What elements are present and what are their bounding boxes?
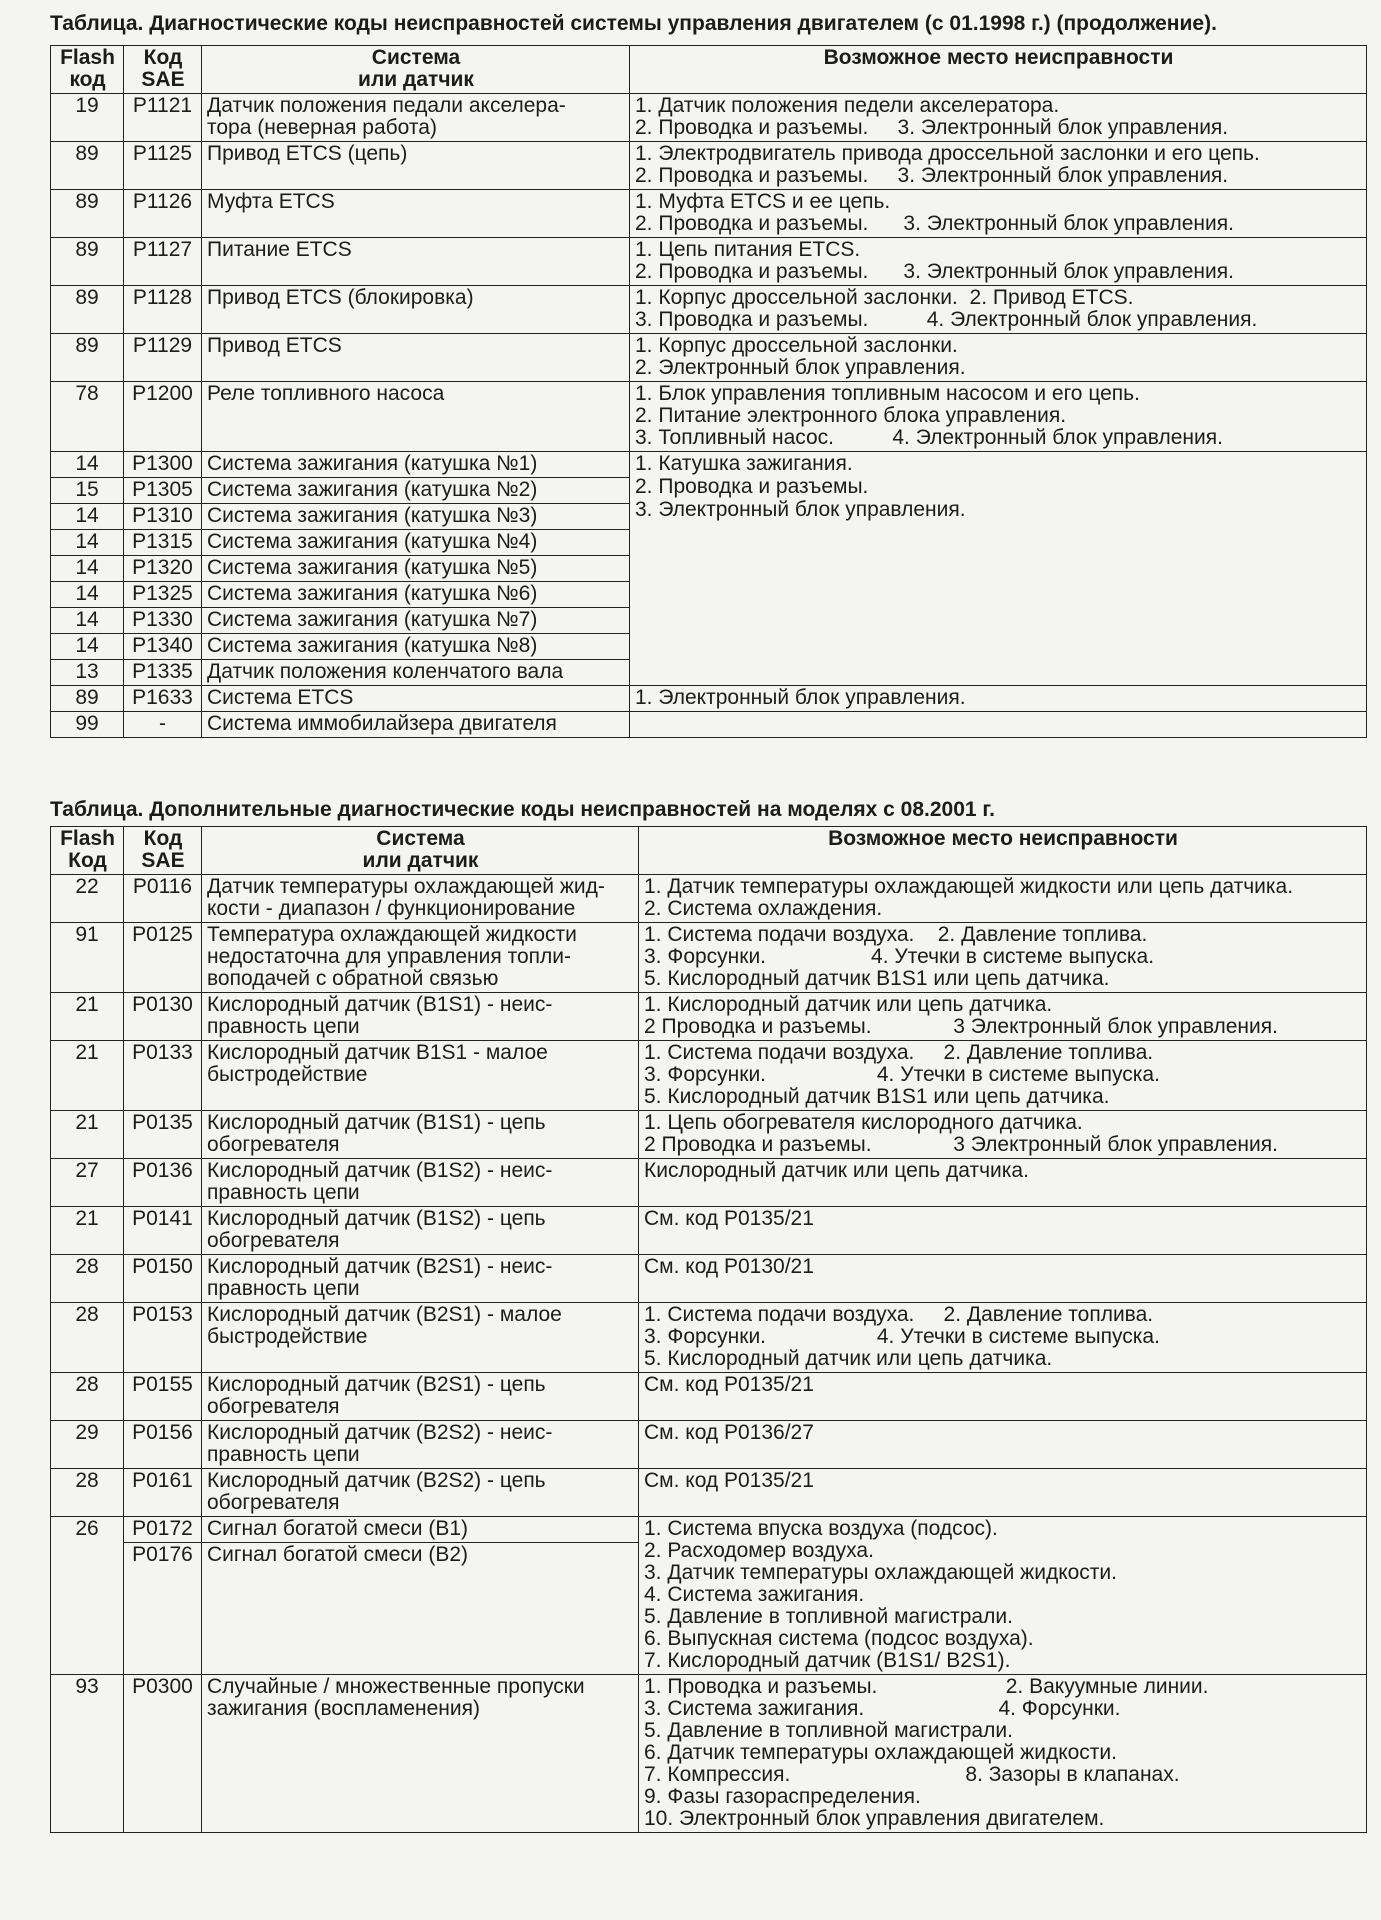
fault-location-line: 3. Система зажигания. 4. Форсунки.	[644, 1697, 1121, 1720]
sae-code-cell: P0116	[124, 875, 202, 923]
flash-code-cell: 29	[51, 1421, 124, 1469]
fault-location-cell	[630, 190, 1367, 238]
sae-code-cell: P0300	[124, 1675, 202, 1833]
flash-code-cell: 89	[51, 686, 124, 712]
fault-location-line: 2. Расходомер воздуха.	[644, 1539, 874, 1562]
fault-location-line: См. код P0135/21	[644, 1373, 814, 1396]
fault-location-line: 5. Кислородный датчик B1S1 или цепь датчика.	[644, 1085, 1110, 1108]
fault-location-line: 1. Цепь питания ETCS.	[635, 238, 861, 261]
sae-code-cell: P1121	[124, 94, 202, 142]
system-cell: Кислородный датчик (B1S1) - неис- правность цепи	[202, 993, 639, 1041]
flash-code-cell: 93	[51, 1675, 124, 1833]
system-cell: Система зажигания (катушка №8)	[202, 634, 630, 660]
system-cell: Кислородный датчик (B1S1) - цепь обогревателя	[202, 1111, 639, 1159]
table-header-row	[51, 46, 1367, 94]
table-row	[51, 1159, 1367, 1207]
fault-location-line: 3. Проводка и разъемы. 4. Электронный блок управления.	[635, 308, 1258, 331]
dtc-table-1998	[50, 45, 1367, 738]
system-cell: Кислородный датчик (B2S2) - цепь обогревателя	[202, 1469, 639, 1517]
fault-location-cell	[639, 1207, 1367, 1255]
sae-code-cell: P1330	[124, 608, 202, 634]
table-row	[51, 1255, 1367, 1303]
table-row	[51, 238, 1367, 286]
fault-location-line: См. код P0135/21	[644, 1469, 814, 1492]
sae-code-cell: P1125	[124, 142, 202, 190]
system-cell: Реле топливного насоса	[202, 382, 630, 452]
fault-location-cell	[630, 238, 1367, 286]
sae-code-cell: P1300	[124, 452, 202, 478]
system-cell: Система зажигания (катушка №6)	[202, 582, 630, 608]
system-cell: Случайные / множественные пропуски зажигания (воспламенения)	[202, 1675, 639, 1833]
system-cell: Привод ETCS (блокировка)	[202, 286, 630, 334]
fault-location-line: 3. Форсунки. 4. Утечки в системе выпуска.	[644, 945, 1155, 968]
flash-code-cell: 89	[51, 334, 124, 382]
sae-code-cell: P0176	[124, 1543, 202, 1675]
sae-code-cell: P1320	[124, 556, 202, 582]
system-cell: Система зажигания (катушка №4)	[202, 530, 630, 556]
fault-location-line: 7. Компрессия. 8. Зазоры в клапанах.	[644, 1763, 1180, 1786]
sae-code-cell: -	[124, 712, 202, 738]
system-cell: Кислородный датчик (B2S1) - малое быстродействие	[202, 1303, 639, 1373]
sae-code-cell: P1305	[124, 478, 202, 504]
table-row	[51, 190, 1367, 238]
flash-code-cell: 91	[51, 923, 124, 993]
fault-location-cell	[639, 993, 1367, 1041]
fault-location-line: 2. Проводка и разъемы. 3. Электронный блок управления.	[635, 164, 1229, 187]
fault-location-line: 3. Электронный блок управления.	[635, 498, 966, 521]
fault-location-cell	[639, 1111, 1367, 1159]
fault-location-cell	[639, 1159, 1367, 1207]
table-row	[51, 875, 1367, 923]
fault-location-line: 1. Электродвигатель привода дроссельной заслонки и его цепь.	[635, 142, 1260, 165]
fault-location-line: 5. Кислородный датчик B1S1 или цепь датчика.	[644, 967, 1110, 990]
sae-code-cell: P1633	[124, 686, 202, 712]
fault-location-line: 3. Датчик температуры охлаждающей жидкости.	[644, 1561, 1117, 1584]
header-system: Система или датчик	[202, 46, 630, 94]
fault-location-line: 2. Система охлаждения.	[644, 897, 883, 920]
flash-code-cell: 27	[51, 1159, 124, 1207]
fault-location-line: 10. Электронный блок управления двигателем.	[644, 1807, 1105, 1830]
fault-location-line: 6. Выпускная система (подсос воздуха).	[644, 1627, 1034, 1650]
flash-code-cell: 28	[51, 1373, 124, 1421]
fault-location-line: См. код P0130/21	[644, 1255, 814, 1278]
flash-code-cell: 89	[51, 286, 124, 334]
sae-code-cell: P0172	[124, 1517, 202, 1543]
fault-location-line: 1. Катушка зажигания.	[635, 452, 853, 475]
fault-location-line: 2. Электронный блок управления.	[635, 356, 966, 379]
sae-code-cell: P1310	[124, 504, 202, 530]
sae-code-cell: P1315	[124, 530, 202, 556]
fault-location-line: 7. Кислородный датчик (B1S1/ B2S1).	[644, 1649, 1011, 1672]
system-cell: Датчик положения педали акселера- тора (неверная работа)	[202, 94, 630, 142]
system-cell: Датчик положения коленчатого вала	[202, 660, 630, 686]
fault-location-cell	[630, 94, 1367, 142]
sae-code-cell: P0150	[124, 1255, 202, 1303]
sae-code-cell: P0125	[124, 923, 202, 993]
fault-location-cell	[639, 1469, 1367, 1517]
system-cell: Муфта ETCS	[202, 190, 630, 238]
fault-location-line: 5. Давление в топливной магистрали.	[644, 1605, 1013, 1628]
flash-code-cell: 89	[51, 238, 124, 286]
fault-location-line: 3. Топливный насос. 4. Электронный блок управления.	[635, 426, 1223, 449]
table-row	[51, 382, 1367, 452]
fault-location-line: 2. Питание электронного блока управления.	[635, 404, 1067, 427]
fault-location-cell	[639, 875, 1367, 923]
table1-body	[51, 94, 1367, 738]
fault-location-cell	[630, 286, 1367, 334]
sae-code-cell: P0153	[124, 1303, 202, 1373]
system-cell: Кислородный датчик (B2S1) - неис- правность цепи	[202, 1255, 639, 1303]
header-flash-code: Flash Код	[51, 827, 124, 875]
table-row	[51, 142, 1367, 190]
system-cell: Кислородный датчик (B1S2) - неис- правность цепи	[202, 1159, 639, 1207]
table-row	[51, 1517, 1367, 1543]
flash-code-cell: 21	[51, 1111, 124, 1159]
system-cell: Кислородный датчик (B2S1) - цепь обогревателя	[202, 1373, 639, 1421]
flash-code-cell: 22	[51, 875, 124, 923]
sae-code-cell: P1128	[124, 286, 202, 334]
fault-location-cell	[639, 1255, 1367, 1303]
flash-code-cell: 14	[51, 634, 124, 660]
flash-code-cell: 19	[51, 94, 124, 142]
table-row	[51, 1675, 1367, 1833]
fault-location-line: 6. Датчик температуры охлаждающей жидкости.	[644, 1741, 1117, 1764]
system-cell: Система иммобилайзера двигателя	[202, 712, 630, 738]
sae-code-cell: P0141	[124, 1207, 202, 1255]
flash-code-cell: 28	[51, 1255, 124, 1303]
fault-location-cell	[639, 1421, 1367, 1469]
system-cell: Сигнал богатой смеси (B2)	[202, 1543, 639, 1675]
sae-code-cell: P0155	[124, 1373, 202, 1421]
table-row	[51, 1207, 1367, 1255]
system-cell: Кислородный датчик B1S1 - малое быстродействие	[202, 1041, 639, 1111]
fault-location-line: См. код P0135/21	[644, 1207, 814, 1230]
table-row	[51, 1373, 1367, 1421]
fault-location-line: 1. Система подачи воздуха. 2. Давление топлива.	[644, 1303, 1154, 1326]
sae-code-cell: P0130	[124, 993, 202, 1041]
fault-location-line: 1. Корпус дроссельной заслонки.	[635, 334, 958, 357]
fault-location-line: 2 Проводка и разъемы. 3 Электронный блок управления.	[644, 1015, 1278, 1038]
table-row	[51, 993, 1367, 1041]
fault-location-cell	[639, 1675, 1367, 1833]
table-row	[51, 452, 1367, 478]
flash-code-cell: 13	[51, 660, 124, 686]
flash-code-cell: 99	[51, 712, 124, 738]
flash-code-cell: 89	[51, 142, 124, 190]
table-row	[51, 1469, 1367, 1517]
system-cell: Температура охлаждающей жидкости недостаточна для управления топли- воподачей с обратной связью	[202, 923, 639, 993]
sae-code-cell: P0135	[124, 1111, 202, 1159]
fault-location-line: 2 Проводка и разъемы. 3 Электронный блок управления.	[644, 1133, 1278, 1156]
sae-code-cell: P1335	[124, 660, 202, 686]
table-row	[51, 94, 1367, 142]
fault-location-line: 2. Проводка и разъемы.	[635, 475, 869, 498]
table-row	[51, 712, 1367, 738]
flash-code-cell: 14	[51, 556, 124, 582]
table-row	[51, 1111, 1367, 1159]
flash-code-cell: 14	[51, 504, 124, 530]
flash-code-cell: 28	[51, 1303, 124, 1373]
sae-code-cell: P1200	[124, 382, 202, 452]
fault-location-cell: 1. Электронный блок управления.	[630, 686, 1367, 712]
sae-code-cell: P1127	[124, 238, 202, 286]
flash-code-cell: 78	[51, 382, 124, 452]
fault-location-line: 1. Датчик температуры охлаждающей жидкости или цепь датчика.	[644, 875, 1294, 898]
fault-location-line: 1. Корпус дроссельной заслонки. 2. Привод ETCS.	[635, 286, 1134, 309]
sae-code-cell: P0161	[124, 1469, 202, 1517]
fault-location-line: 1. Цепь обогревателя кислородного датчика.	[644, 1111, 1083, 1134]
system-cell: Питание ETCS	[202, 238, 630, 286]
sae-code-cell: P1126	[124, 190, 202, 238]
fault-location-line: 4. Система зажигания.	[644, 1583, 865, 1606]
header-sae-code: Код SAE	[124, 827, 202, 875]
table-row	[51, 1421, 1367, 1469]
fault-location-line: 3. Форсунки. 4. Утечки в системе выпуска.	[644, 1063, 1160, 1086]
sae-code-cell: P1340	[124, 634, 202, 660]
fault-location-cell	[630, 382, 1367, 452]
system-cell: Система зажигания (катушка №3)	[202, 504, 630, 530]
system-cell: Система зажигания (катушка №7)	[202, 608, 630, 634]
system-cell: Система зажигания (катушка №2)	[202, 478, 630, 504]
flash-code-cell: 14	[51, 530, 124, 556]
fault-location-line: 1. Датчик положения педели акселератора.	[635, 94, 1060, 117]
fault-location-line: 1. Система подачи воздуха. 2. Давление топлива.	[644, 1041, 1154, 1064]
system-cell: Привод ETCS (цепь)	[202, 142, 630, 190]
system-cell: Кислородный датчик (B1S2) - цепь обогревателя	[202, 1207, 639, 1255]
flash-code-cell: 14	[51, 608, 124, 634]
table1-title: Таблица. Диагностические коды неисправностей системы управления двигателем (с 01.1998 г.) (продолжение).	[50, 12, 1217, 35]
fault-location-line: 5. Давление в топливной магистрали.	[644, 1719, 1013, 1742]
sae-code-cell: P0133	[124, 1041, 202, 1111]
sae-code-cell: P0156	[124, 1421, 202, 1469]
dtc-table-2001	[50, 826, 1367, 1833]
table-row	[51, 923, 1367, 993]
table-row	[51, 1041, 1367, 1111]
header-sae-code: Код SAE	[124, 46, 202, 94]
fault-location-line: 2. Проводка и разъемы. 3. Электронный блок управления.	[635, 116, 1229, 139]
table-header-row	[51, 827, 1367, 875]
flash-code-cell: 15	[51, 478, 124, 504]
fault-location-cell	[639, 1041, 1367, 1111]
fault-location-cell	[630, 712, 1367, 738]
system-cell: Система ETCS	[202, 686, 630, 712]
fault-location-cell	[639, 923, 1367, 993]
fault-location-line: 1. Проводка и разъемы. 2. Вакуумные линии.	[644, 1675, 1209, 1698]
fault-location-line: 1. Система впуска воздуха (подсос).	[644, 1517, 998, 1540]
table-row	[51, 286, 1367, 334]
table-row	[51, 1303, 1367, 1373]
system-cell: Система зажигания (катушка №5)	[202, 556, 630, 582]
fault-location-line: 9. Фазы газораспределения.	[644, 1785, 921, 1808]
fault-location-cell	[639, 1303, 1367, 1373]
system-cell: Система зажигания (катушка №1)	[202, 452, 630, 478]
table-row	[51, 334, 1367, 382]
header-flash-code: Flash код	[51, 46, 124, 94]
header-fault-location: Возможное место неисправности	[639, 827, 1367, 875]
header-fault-location: Возможное место неисправности	[630, 46, 1367, 94]
flash-code-cell: 28	[51, 1469, 124, 1517]
sae-code-cell: P1129	[124, 334, 202, 382]
fault-location-cell	[639, 1517, 1367, 1675]
table2-body	[51, 875, 1367, 1833]
fault-location-line: 1. Кислородный датчик или цепь датчика.	[644, 993, 1053, 1016]
sae-code-cell: P0136	[124, 1159, 202, 1207]
system-cell: Кислородный датчик (B2S2) - неис- правность цепи	[202, 1421, 639, 1469]
sae-code-cell: P1325	[124, 582, 202, 608]
flash-code-cell: 21	[51, 1207, 124, 1255]
table-row	[51, 686, 1367, 712]
fault-location-line: 1. Блок управления топливным насосом и его цепь.	[635, 382, 1140, 405]
fault-location-cell	[630, 452, 1367, 686]
fault-location-line: 1. Система подачи воздуха. 2. Давление топлива.	[644, 923, 1148, 946]
system-cell: Привод ETCS	[202, 334, 630, 382]
table2-title: Таблица. Дополнительные диагностические коды неисправностей на моделях с 08.2001 г.	[50, 798, 995, 821]
fault-location-line: 2. Проводка и разъемы. 3. Электронный блок управления.	[635, 260, 1234, 283]
flash-code-cell: 21	[51, 1041, 124, 1111]
system-cell: Сигнал богатой смеси (B1)	[202, 1517, 639, 1543]
fault-location-line: 3. Форсунки. 4. Утечки в системе выпуска.	[644, 1325, 1160, 1348]
flash-code-cell: 14	[51, 582, 124, 608]
flash-code-cell: 89	[51, 190, 124, 238]
flash-code-cell: 21	[51, 993, 124, 1041]
fault-location-line: 5. Кислородный датчик или цепь датчика.	[644, 1347, 1053, 1370]
fault-location-line: 1. Муфта ETCS и ее цепь.	[635, 190, 891, 213]
fault-location-cell	[630, 142, 1367, 190]
fault-location-line: 2. Проводка и разъемы. 3. Электронный блок управления.	[635, 212, 1234, 235]
flash-code-cell: 26	[51, 1517, 124, 1675]
system-cell: Датчик температуры охлаждающей жид- кости - диапазон / функционирование	[202, 875, 639, 923]
fault-location-line: См. код P0136/27	[644, 1421, 814, 1444]
flash-code-cell: 14	[51, 452, 124, 478]
fault-location-cell	[630, 334, 1367, 382]
fault-location-cell	[639, 1373, 1367, 1421]
header-system: Система или датчик	[202, 827, 639, 875]
fault-location-line: Кислородный датчик или цепь датчика.	[644, 1159, 1029, 1182]
